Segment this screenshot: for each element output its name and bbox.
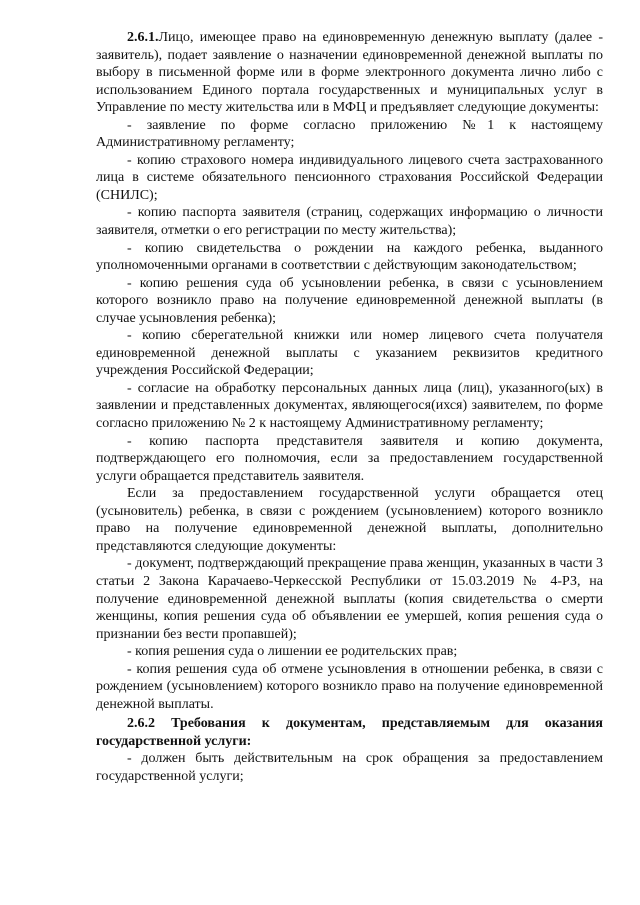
section-2-6-2-heading: 2.6.2 Требования к документам, представляемым для оказания государственной услуги: — [96, 716, 603, 749]
father-document-item: - копия решения суда об отмене усыновления в отношении ребенка, в связи с рождением (усыновлением) которого возникло право на получение единовременной денежной выплаты. — [96, 661, 603, 712]
section-number: 2.6.1. — [127, 30, 159, 45]
document-item: - копию страхового номера индивидуального лицевого счета застрахованного лица в системе обязательного пенсионного страхования Российской Федерации (СНИЛС); — [96, 152, 603, 203]
section-2-6-1-intro — [96, 29, 603, 117]
father-document-item: - копия решения суда о лишении ее родительских прав; — [127, 644, 458, 660]
father-document-item: - документ, подтверждающий прекращение права женщин, указанных в части 3 статьи 2 Закона Карачаево-Черкесской Республики от 15.03.2019 № 4-РЗ, на получение единовременной денежной выплаты (копия свидетельства о смерти женщины, копия решения суда об объявлении ее умершей, копия решения суда о признании без вести пропавшей); — [96, 556, 603, 642]
father-paragraph: Если за предоставлением государственной услуги обращается отец (усыновитель) ребенка, в связи с рождением (усыновлением) которого возникло право на получение единовременной денежной выплаты, дополнительно представляются следующие документы: — [96, 486, 603, 554]
document-item: - копию свидетельства о рождении на каждого ребенка, выданного уполномоченными органами в соответствии с действующим законодательством; — [96, 240, 603, 274]
document-item: - копию паспорта представителя заявителя и копию документа, подтверждающего его полномочия, если за предоставлением государственной услуги обращается представитель заявителя. — [96, 433, 603, 484]
document-item: - заявление по форме согласно приложению №1 к настоящему Административному регламенту; — [96, 117, 603, 151]
document-item: - копию паспорта заявителя (страниц, содержащих информацию о личности заявителя, отметки о его регистрации по месту жительства); — [96, 205, 603, 239]
intro-text: Лицо, имеющее право на единовременную денежную выплату (далее - заявитель), подает заявление о назначении единовременной денежной выплаты по выбору в письменной форме или в форме электронного документа лично либо с использованием Единого портала государственных и муниципальных услуг в Управление по месту жительства или в МФЦ и предъявляет следующие документы: — [96, 30, 603, 116]
requirement-item: - должен быть действительным на срок обращения за предоставлением государственной услуги; — [96, 751, 603, 784]
document-item: - копию сберегательной книжки или номер лицевого счета получателя единовременной денежной выплаты с указанием реквизитов кредитного учреждения Российской Федерации; — [96, 328, 603, 379]
document-item: - копию решения суда об усыновлении ребенка, в связи с усыновлением которого возникло право на получение единовременной денежной выплаты (в случае усыновления ребенка); — [96, 275, 603, 326]
document-item: - согласие на обработку персональных данных лица (лиц), указанного(ых) в заявлении и представленных документах, являющегося(ихся) заявителем, по форме согласно приложению № 2 к настоящему Административному регламенту; — [96, 380, 603, 432]
